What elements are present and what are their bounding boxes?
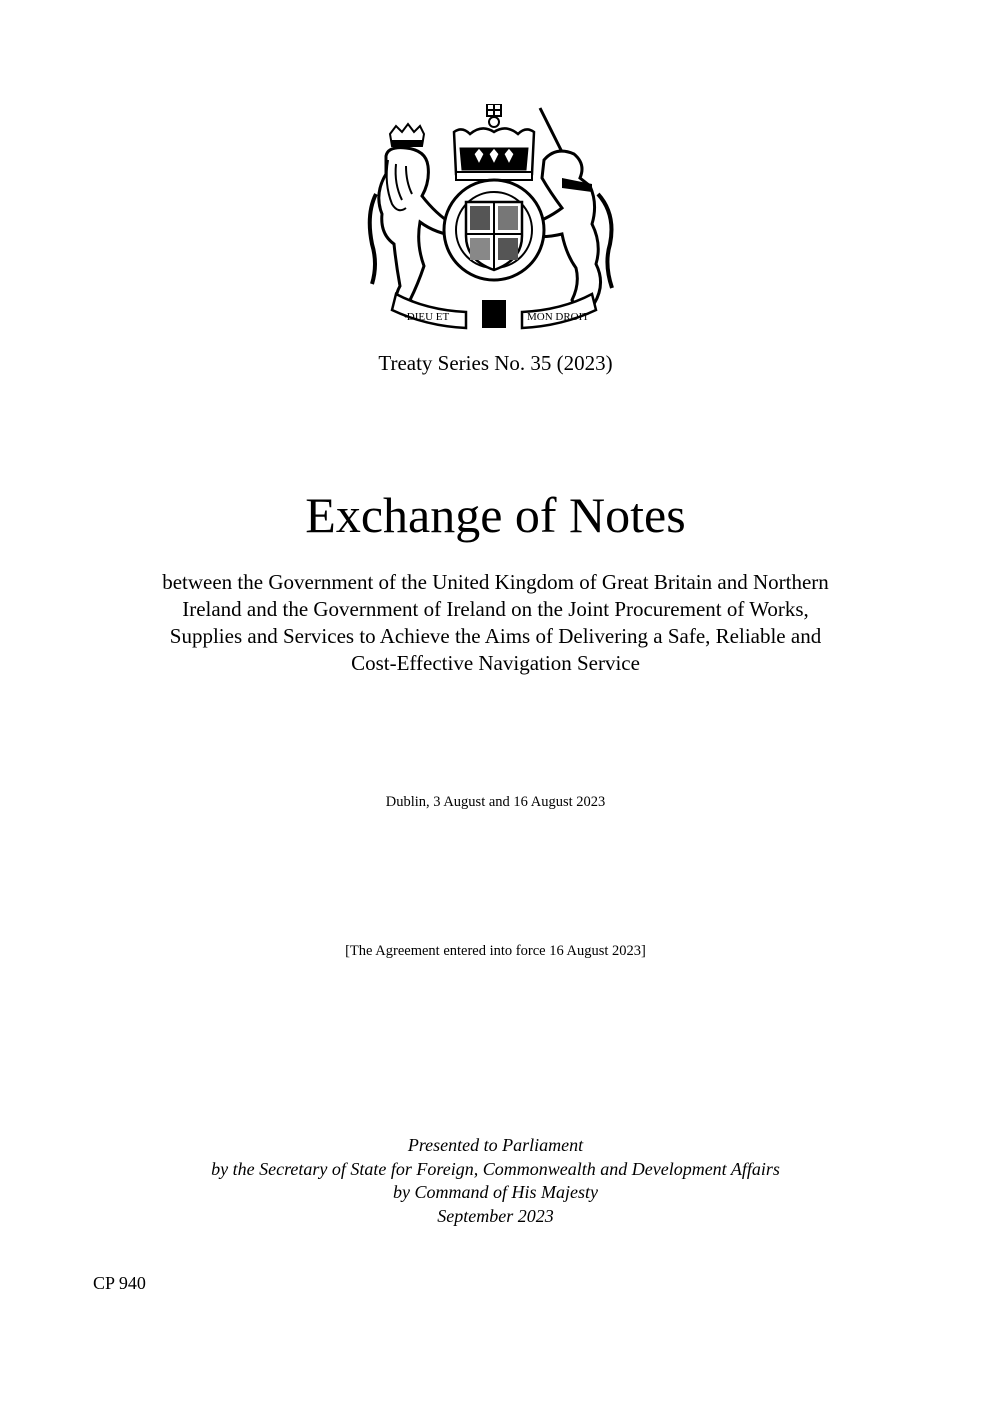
presented-line: September 2023 <box>437 1205 554 1226</box>
entry-into-force-note: [The Agreement entered into force 16 August 2023] <box>345 943 646 959</box>
svg-text:DIEU ET: DIEU ET <box>406 311 450 323</box>
treaty-series-number: Treaty Series No. 35 (2023) <box>378 351 613 375</box>
presented-line: by the Secretary of State for Foreign, Commonwealth and Development Affairs <box>211 1158 780 1179</box>
royal-coat-of-arms-icon <box>366 104 622 332</box>
place-and-date: Dublin, 3 August and 16 August 2023 <box>385 794 606 810</box>
royal-coat-of-arms <box>366 104 622 332</box>
document-subtitle <box>100 569 891 677</box>
subtitle-line: between the Government of the United Kingdom of Great Britain and Northern <box>162 570 829 594</box>
command-paper-number: CP 940 <box>93 1273 146 1293</box>
subtitle-line: Ireland and the Government of Ireland on the Joint Procurement of Works, <box>182 597 809 621</box>
presented-line: by Command of His Majesty <box>393 1182 598 1202</box>
presented-line: Presented to Parliament <box>407 1135 584 1155</box>
svg-text:MON DROIT: MON DROIT <box>526 311 590 323</box>
document-title: Exchange of Notes <box>305 487 686 543</box>
subtitle-line: Cost-Effective Navigation Service <box>351 651 640 675</box>
subtitle-line: Supplies and Services to Achieve the Aims of Delivering a Safe, Reliable and <box>169 624 822 648</box>
presentation-statement <box>0 1134 991 1228</box>
